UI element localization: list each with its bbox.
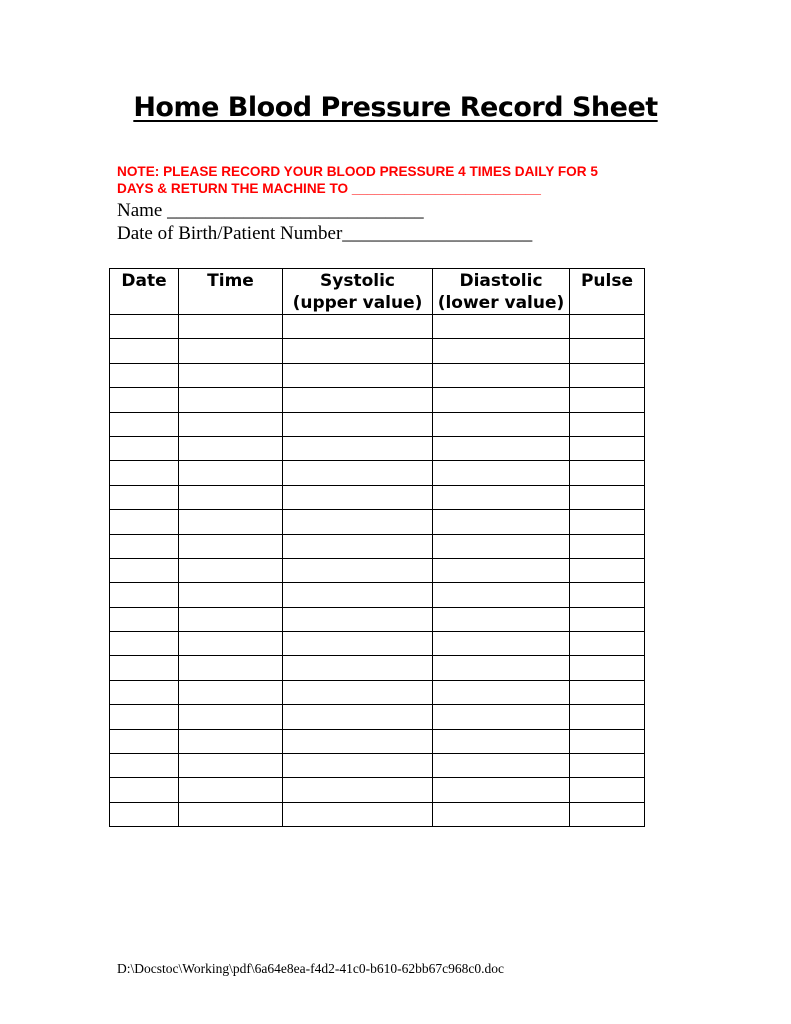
table-cell-time <box>179 461 283 485</box>
table-cell-time <box>179 363 283 387</box>
table-cell-pulse <box>570 754 645 778</box>
table-cell-diastolic <box>433 802 570 826</box>
table-cell-systolic <box>283 632 433 656</box>
table-cell-diastolic <box>433 315 570 339</box>
table-cell-pulse <box>570 778 645 802</box>
table-cell-date <box>110 607 179 631</box>
table-cell-time <box>179 558 283 582</box>
table-cell-time <box>179 412 283 436</box>
blood-pressure-record-table <box>109 268 645 827</box>
table-cell-time <box>179 436 283 460</box>
table-cell-diastolic <box>433 656 570 680</box>
table-cell-diastolic <box>433 388 570 412</box>
table-cell-pulse <box>570 632 645 656</box>
table-cell-pulse <box>570 363 645 387</box>
table-cell-pulse <box>570 558 645 582</box>
table-cell-date <box>110 802 179 826</box>
table-row <box>110 632 645 656</box>
table-cell-systolic <box>283 754 433 778</box>
table-cell-pulse <box>570 656 645 680</box>
table-cell-diastolic <box>433 583 570 607</box>
table-cell-diastolic <box>433 363 570 387</box>
table-cell-date <box>110 461 179 485</box>
table-row <box>110 363 645 387</box>
table-cell-systolic <box>283 680 433 704</box>
table-row <box>110 705 645 729</box>
table-cell-systolic <box>283 388 433 412</box>
table-cell-systolic <box>283 729 433 753</box>
table-cell-date <box>110 315 179 339</box>
table-cell-pulse <box>570 607 645 631</box>
table-row <box>110 607 645 631</box>
table-cell-diastolic <box>433 485 570 509</box>
table-cell-systolic <box>283 485 433 509</box>
column-header-label: Pulse <box>580 271 634 291</box>
table-cell-date <box>110 729 179 753</box>
table-row <box>110 461 645 485</box>
table-cell-pulse <box>570 461 645 485</box>
column-header-sublabel: (upper value) <box>292 293 423 313</box>
column-header-label: Systolic <box>320 271 395 291</box>
table-cell-diastolic <box>433 778 570 802</box>
column-header-pulse <box>570 269 645 315</box>
table-cell-systolic <box>283 778 433 802</box>
table-cell-date <box>110 632 179 656</box>
table-cell-systolic <box>283 583 433 607</box>
table-cell-time <box>179 315 283 339</box>
table-cell-time <box>179 680 283 704</box>
page-title: Home Blood Pressure Record Sheet <box>133 92 658 123</box>
table-cell-pulse <box>570 436 645 460</box>
table-cell-pulse <box>570 705 645 729</box>
table-cell-diastolic <box>433 510 570 534</box>
column-header-label: Date <box>121 271 167 291</box>
table-cell-time <box>179 510 283 534</box>
table-cell-systolic <box>283 510 433 534</box>
table-cell-time <box>179 632 283 656</box>
table-row <box>110 558 645 582</box>
note-line: DAYS & RETURN THE MACHINE TO _________________________ <box>117 181 541 196</box>
table-cell-date <box>110 412 179 436</box>
table-cell-systolic <box>283 436 433 460</box>
table-cell-time <box>179 802 283 826</box>
table-cell-time <box>179 485 283 509</box>
table-cell-date <box>110 705 179 729</box>
table-cell-time <box>179 583 283 607</box>
table-cell-pulse <box>570 802 645 826</box>
table-cell-systolic <box>283 461 433 485</box>
table-cell-date <box>110 388 179 412</box>
table-cell-diastolic <box>433 754 570 778</box>
table-row <box>110 412 645 436</box>
table-row <box>110 510 645 534</box>
column-header-time <box>179 269 283 315</box>
table-cell-time <box>179 607 283 631</box>
table-cell-date <box>110 534 179 558</box>
column-header-label: Diastolic <box>459 271 543 291</box>
table-row <box>110 754 645 778</box>
table-cell-diastolic <box>433 534 570 558</box>
column-header-date <box>110 269 179 315</box>
table-cell-diastolic <box>433 680 570 704</box>
table-cell-systolic <box>283 534 433 558</box>
table-cell-systolic <box>283 315 433 339</box>
table-cell-date <box>110 754 179 778</box>
name-field: Name ___________________________ <box>117 200 424 221</box>
table-cell-date <box>110 558 179 582</box>
column-header-diastolic <box>433 269 570 315</box>
table-cell-systolic <box>283 802 433 826</box>
table-cell-diastolic <box>433 729 570 753</box>
table-cell-time <box>179 729 283 753</box>
table-cell-date <box>110 583 179 607</box>
table-cell-date <box>110 363 179 387</box>
note-line: NOTE: PLEASE RECORD YOUR BLOOD PRESSURE 4 TIMES DAILY FOR 5 <box>117 164 598 179</box>
table-cell-diastolic <box>433 412 570 436</box>
table-body <box>110 315 645 827</box>
table-cell-time <box>179 778 283 802</box>
table-cell-diastolic <box>433 558 570 582</box>
table-cell-diastolic <box>433 632 570 656</box>
table-cell-date <box>110 778 179 802</box>
table-cell-date <box>110 510 179 534</box>
table-cell-pulse <box>570 534 645 558</box>
table-cell-time <box>179 705 283 729</box>
footer-file-path: D:\Docstoc\Working\pdf\6a64e8ea-f4d2-41c0-b610-62bb67c968c0.doc <box>117 961 504 976</box>
table-cell-pulse <box>570 583 645 607</box>
table-row <box>110 315 645 339</box>
table-row <box>110 436 645 460</box>
table-cell-systolic <box>283 607 433 631</box>
table-cell-systolic <box>283 339 433 363</box>
table-cell-pulse <box>570 339 645 363</box>
table-row <box>110 388 645 412</box>
table-row <box>110 778 645 802</box>
table-cell-date <box>110 339 179 363</box>
table-cell-date <box>110 680 179 704</box>
table-row <box>110 656 645 680</box>
table-cell-pulse <box>570 388 645 412</box>
table-row <box>110 802 645 826</box>
column-header-sublabel: (lower value) <box>437 293 565 313</box>
table-cell-pulse <box>570 680 645 704</box>
column-header-systolic <box>283 269 433 315</box>
table-cell-date <box>110 436 179 460</box>
table-row <box>110 583 645 607</box>
table-cell-diastolic <box>433 436 570 460</box>
table-row <box>110 729 645 753</box>
table-row <box>110 339 645 363</box>
table-cell-pulse <box>570 729 645 753</box>
table-row <box>110 485 645 509</box>
table-cell-systolic <box>283 363 433 387</box>
table-cell-pulse <box>570 315 645 339</box>
table-cell-time <box>179 339 283 363</box>
table-cell-systolic <box>283 656 433 680</box>
table-cell-diastolic <box>433 339 570 363</box>
table-cell-pulse <box>570 412 645 436</box>
table-cell-systolic <box>283 705 433 729</box>
table-cell-time <box>179 534 283 558</box>
table-cell-systolic <box>283 558 433 582</box>
table-cell-pulse <box>570 510 645 534</box>
dob-patient-number-field: Date of Birth/Patient Number____________________ <box>117 223 533 244</box>
instruction-note <box>117 163 687 197</box>
table-cell-systolic <box>283 412 433 436</box>
table-header-row <box>110 269 645 315</box>
table-cell-diastolic <box>433 461 570 485</box>
table-cell-date <box>110 485 179 509</box>
table-cell-time <box>179 388 283 412</box>
table-cell-diastolic <box>433 607 570 631</box>
table-cell-time <box>179 656 283 680</box>
table-cell-diastolic <box>433 705 570 729</box>
table-cell-pulse <box>570 485 645 509</box>
table-cell-time <box>179 754 283 778</box>
table-cell-date <box>110 656 179 680</box>
table-row <box>110 534 645 558</box>
column-header-label: Time <box>207 271 254 291</box>
table-row <box>110 680 645 704</box>
